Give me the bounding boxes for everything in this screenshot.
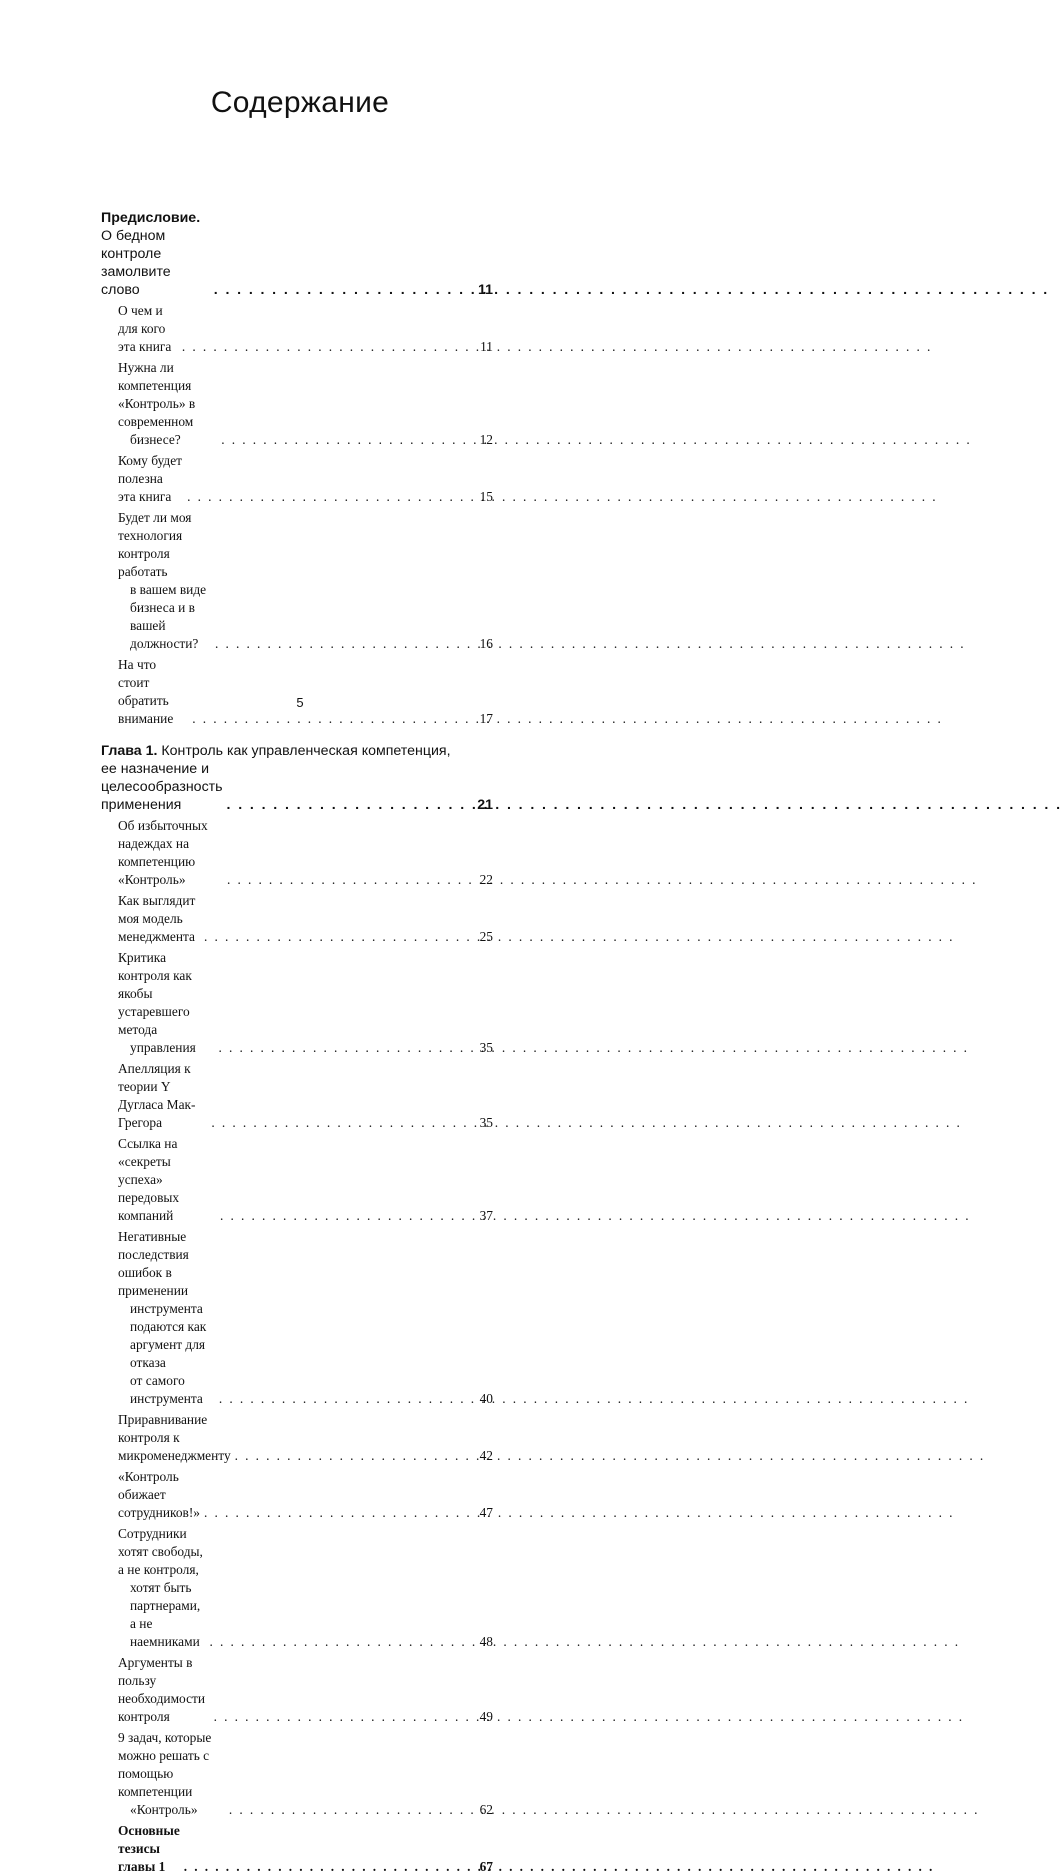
toc-entry[interactable] — [101, 1525, 493, 1651]
toc-entry-line: бизнесе? — [130, 432, 181, 447]
toc-entry-title — [118, 656, 188, 728]
toc-entry-line: «Контроль» — [130, 1802, 198, 1817]
dot-leader — [225, 1801, 480, 1819]
toc-entry[interactable] — [101, 892, 493, 946]
toc-entry-title — [118, 1654, 210, 1726]
toc-entry[interactable] — [101, 1654, 493, 1726]
toc-entry-line: Об избыточных надеждах на компетенцию «Контроль» — [118, 818, 208, 887]
toc-entry-title — [118, 509, 211, 653]
dot-leader — [207, 1114, 479, 1132]
dot-leader — [211, 635, 480, 653]
toc-entry-line: Аргументы в пользу необходимости контроля — [118, 1655, 206, 1724]
toc-page-number: 16 — [479, 636, 493, 651]
toc-page-number: 42 — [479, 1448, 493, 1463]
toc-entry-line: Кому будет полезна эта книга — [118, 453, 182, 504]
toc-chapter1-title-row — [101, 760, 493, 814]
toc-entry-line: Как выглядит моя модель менеджмента — [118, 893, 196, 944]
toc-entry-line: хотят быть партнерами, а не наемниками — [130, 1580, 201, 1649]
toc-entry-line: «Контроль обижает сотрудников!» — [118, 1469, 200, 1520]
toc-preface-entry[interactable] — [101, 209, 493, 299]
toc-page-number: 35 — [479, 1115, 493, 1130]
toc-entry-line: Апелляция к теории Y Дугласа Мак-Грегора — [118, 1061, 196, 1130]
dot-leader — [215, 1390, 480, 1408]
dot-leader — [223, 796, 478, 814]
toc-entry-title — [118, 1135, 216, 1225]
toc-page-number: 21 — [477, 797, 493, 813]
toc-entry-title — [118, 1729, 225, 1819]
toc-page-number: 67 — [479, 1859, 493, 1874]
dot-leader — [206, 1633, 480, 1651]
toc-page-number: 62 — [479, 1802, 493, 1817]
toc-entry[interactable] — [101, 1228, 493, 1408]
toc-page-number: 37 — [479, 1208, 493, 1223]
toc-entry[interactable] — [101, 817, 493, 889]
dot-leader — [188, 710, 479, 728]
toc-entry-title — [118, 1525, 206, 1651]
toc-preface-label: Предисловие. — [101, 210, 201, 226]
toc-page-number: 25 — [479, 929, 493, 944]
toc-preface-text: О бедном контроле замолвите слово — [101, 228, 171, 298]
toc-entry-title — [118, 452, 183, 506]
toc-entry[interactable] — [101, 302, 493, 356]
toc-page-number: 17 — [479, 711, 493, 726]
toc-entry[interactable] — [101, 359, 493, 449]
dot-leader — [231, 1447, 480, 1465]
dot-leader — [200, 1504, 480, 1522]
toc-entry-line: Приравнивание контроля к микроменеджменту — [118, 1412, 231, 1463]
toc-entry-line: Нужна ли компетенция «Контроль» в современном — [118, 360, 196, 429]
toc-entry-title — [118, 892, 200, 946]
toc-entry-line: Негативные последствия ошибок в применении — [118, 1229, 189, 1298]
toc-entry[interactable] — [101, 1135, 493, 1225]
toc-entry[interactable] — [101, 1411, 493, 1465]
toc-page-number: 49 — [479, 1709, 493, 1724]
toc-page-number: 47 — [479, 1505, 493, 1520]
page-title: Содержание — [210, 86, 390, 119]
toc-entry-title — [118, 302, 178, 356]
toc-entry-title — [118, 817, 223, 889]
toc-page-number: 12 — [479, 432, 493, 447]
toc-entry-line: инструмента подаются как аргумент для отказа — [130, 1301, 207, 1370]
toc-page-number: 22 — [479, 872, 493, 887]
toc-entry[interactable] — [101, 1060, 493, 1132]
toc-entry-title — [118, 1468, 200, 1522]
toc-chapter1-summary-entry[interactable] — [101, 1822, 493, 1876]
dot-leader — [178, 338, 480, 356]
toc-entry[interactable] — [101, 509, 493, 653]
toc-chapter1-label: Глава 1. — [101, 743, 158, 759]
dot-leader — [210, 281, 478, 299]
toc-entry-title — [118, 1060, 207, 1132]
toc-entry[interactable] — [101, 1468, 493, 1522]
toc-entry-line: Будет ли моя технология контроля работать — [118, 510, 192, 579]
toc-entry-line: На что стоит обратить внимание — [118, 657, 174, 726]
toc-chapter1-text-line1: Контроль как управленческая компетенция, — [161, 743, 451, 759]
toc-entry[interactable] — [101, 452, 493, 506]
dot-leader — [217, 431, 479, 449]
toc-entry-line: О чем и для кого эта книга — [118, 303, 172, 354]
toc-entry-title — [118, 949, 215, 1057]
toc-chapter1-text-line2: ее назначение и целесообразность применения — [101, 761, 223, 813]
toc-entry-line: 9 задач, которые можно решать с помощью компетенции — [118, 1730, 212, 1799]
page-number: 5 — [296, 695, 304, 710]
toc-entry-line: Сотрудники хотят свободы, а не контроля, — [118, 1526, 203, 1577]
dot-leader — [215, 1039, 480, 1057]
dot-leader — [216, 1207, 480, 1225]
toc-entry-line: управления — [130, 1040, 196, 1055]
dot-leader — [200, 928, 480, 946]
dot-leader — [183, 488, 479, 506]
toc-page-number: 11 — [478, 282, 493, 298]
toc-page-number: 35 — [479, 1040, 493, 1055]
table-of-contents — [101, 209, 493, 1876]
toc-page-number: 40 — [479, 1391, 493, 1406]
toc-chapter1-title-line1 — [101, 742, 493, 760]
toc-entry[interactable] — [101, 1729, 493, 1819]
toc-page-number: 11 — [480, 339, 493, 354]
toc-entry-title — [118, 359, 217, 449]
dot-leader — [180, 1858, 480, 1876]
toc-page-number: 15 — [479, 489, 493, 504]
toc-entry[interactable] — [101, 656, 493, 728]
toc-entry-title — [118, 1411, 231, 1465]
toc-entry-line: Ссылка на «секреты успеха» передовых компаний — [118, 1136, 180, 1223]
toc-entry-line: в вашем виде бизнеса и в вашей должности? — [130, 582, 207, 651]
toc-entry-line: Критика контроля как якобы устаревшего метода — [118, 950, 192, 1037]
toc-preface-title — [101, 209, 210, 299]
toc-entry[interactable] — [101, 949, 493, 1057]
toc-entry-title — [118, 1228, 215, 1408]
toc-page-number: 48 — [479, 1634, 493, 1649]
dot-leader — [210, 1708, 480, 1726]
toc-entry-title: Основные тезисы главы 1 — [118, 1823, 180, 1874]
toc-entry-line: от самого инструмента — [130, 1373, 203, 1406]
dot-leader — [223, 871, 480, 889]
toc-chapter1-entry[interactable] — [101, 742, 493, 814]
